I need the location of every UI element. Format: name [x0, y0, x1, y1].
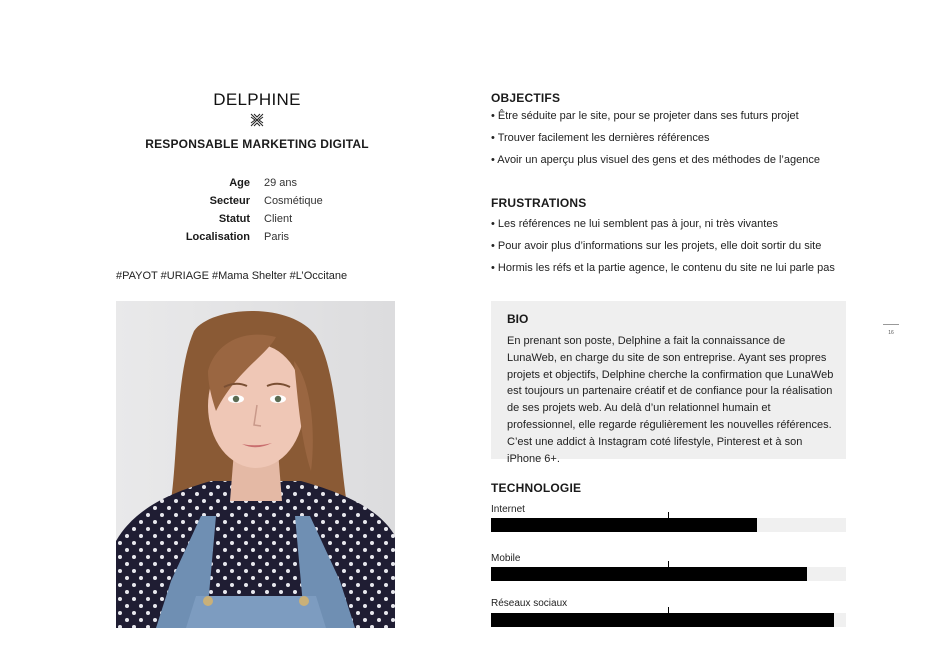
page-number-rule — [883, 324, 899, 325]
frustrations-list — [491, 218, 835, 284]
objectifs-list — [491, 110, 820, 176]
frustrations-title: FRUSTRATIONS — [491, 196, 587, 210]
tech-bar-fill — [491, 518, 757, 532]
bio-title: BIO — [507, 312, 529, 326]
list-item: • Pour avoir plus d’informations sur les projets, elle doit sortir du site — [491, 240, 822, 252]
list-item: • Être séduite par le site, pour se projeter dans ses futurs projet — [491, 110, 799, 122]
tech-bar-fill — [491, 613, 834, 627]
fact-label: Secteur — [209, 195, 250, 207]
list-item: • Les références ne lui semblent pas à jour, ni très vivantes — [491, 218, 778, 230]
fact-value: Cosmétique — [264, 195, 323, 207]
ornament-icon — [116, 111, 398, 129]
fact-row-age — [116, 177, 398, 195]
persona-facts — [116, 177, 398, 249]
list-item: • Avoir un aperçu plus visuel des gens et des méthodes de l’agence — [491, 154, 820, 166]
fact-value: Client — [264, 213, 293, 225]
tech-bar-midmark — [668, 512, 669, 532]
fact-value: Paris — [264, 231, 290, 243]
bio-panel — [491, 301, 846, 465]
tech-label-reseaux: Réseaux sociaux — [491, 598, 568, 609]
persona-photo — [116, 301, 395, 628]
tech-label-internet: Internet — [491, 504, 525, 515]
fact-row-statut — [116, 213, 398, 231]
fact-label: Localisation — [185, 231, 250, 243]
fact-value: 29 ans — [264, 177, 298, 189]
persona-name: DELPHINE — [213, 90, 301, 109]
list-item: • Hormis les réfs et la partie agence, le contenu du site ne lui parle pas — [491, 262, 835, 274]
persona-role: RESPONSABLE MARKETING DIGITAL — [145, 137, 369, 151]
fact-row-localisation — [116, 231, 398, 249]
tech-label-mobile: Mobile — [491, 553, 521, 564]
list-item: • Trouver facilement les dernières références — [491, 132, 710, 144]
bio-text: En prenant son poste, Delphine a fait la connaissance de LunaWeb, en charge du site de son entreprise. Ayant ses propres projets et objectifs, Delphine cherche la confirmation que LunaWeb est toujours un partenaire créatif et de confiance pour la réalisation de ses projets web. Au delà d’un relationnel humain et professionnel, elle regarde régulièrement les nouvelles références. C’est une addict à Instagram coté lifestyle, Pinterest et à son iPhone 6+. — [507, 335, 834, 465]
tech-bar-midmark — [668, 561, 669, 581]
tech-bar-fill — [491, 567, 807, 581]
technologie-title: TECHNOLOGIE — [491, 481, 582, 495]
tech-bar-midmark — [668, 607, 669, 627]
fact-label: Age — [229, 177, 250, 189]
fact-label: Statut — [218, 213, 250, 225]
objectifs-title: OBJECTIFS — [491, 91, 561, 105]
page-number: 16 — [888, 330, 894, 336]
persona-tags: #PAYOT #URIAGE #Mama Shelter #L’Occitane — [116, 270, 348, 282]
fact-row-secteur — [116, 195, 398, 213]
